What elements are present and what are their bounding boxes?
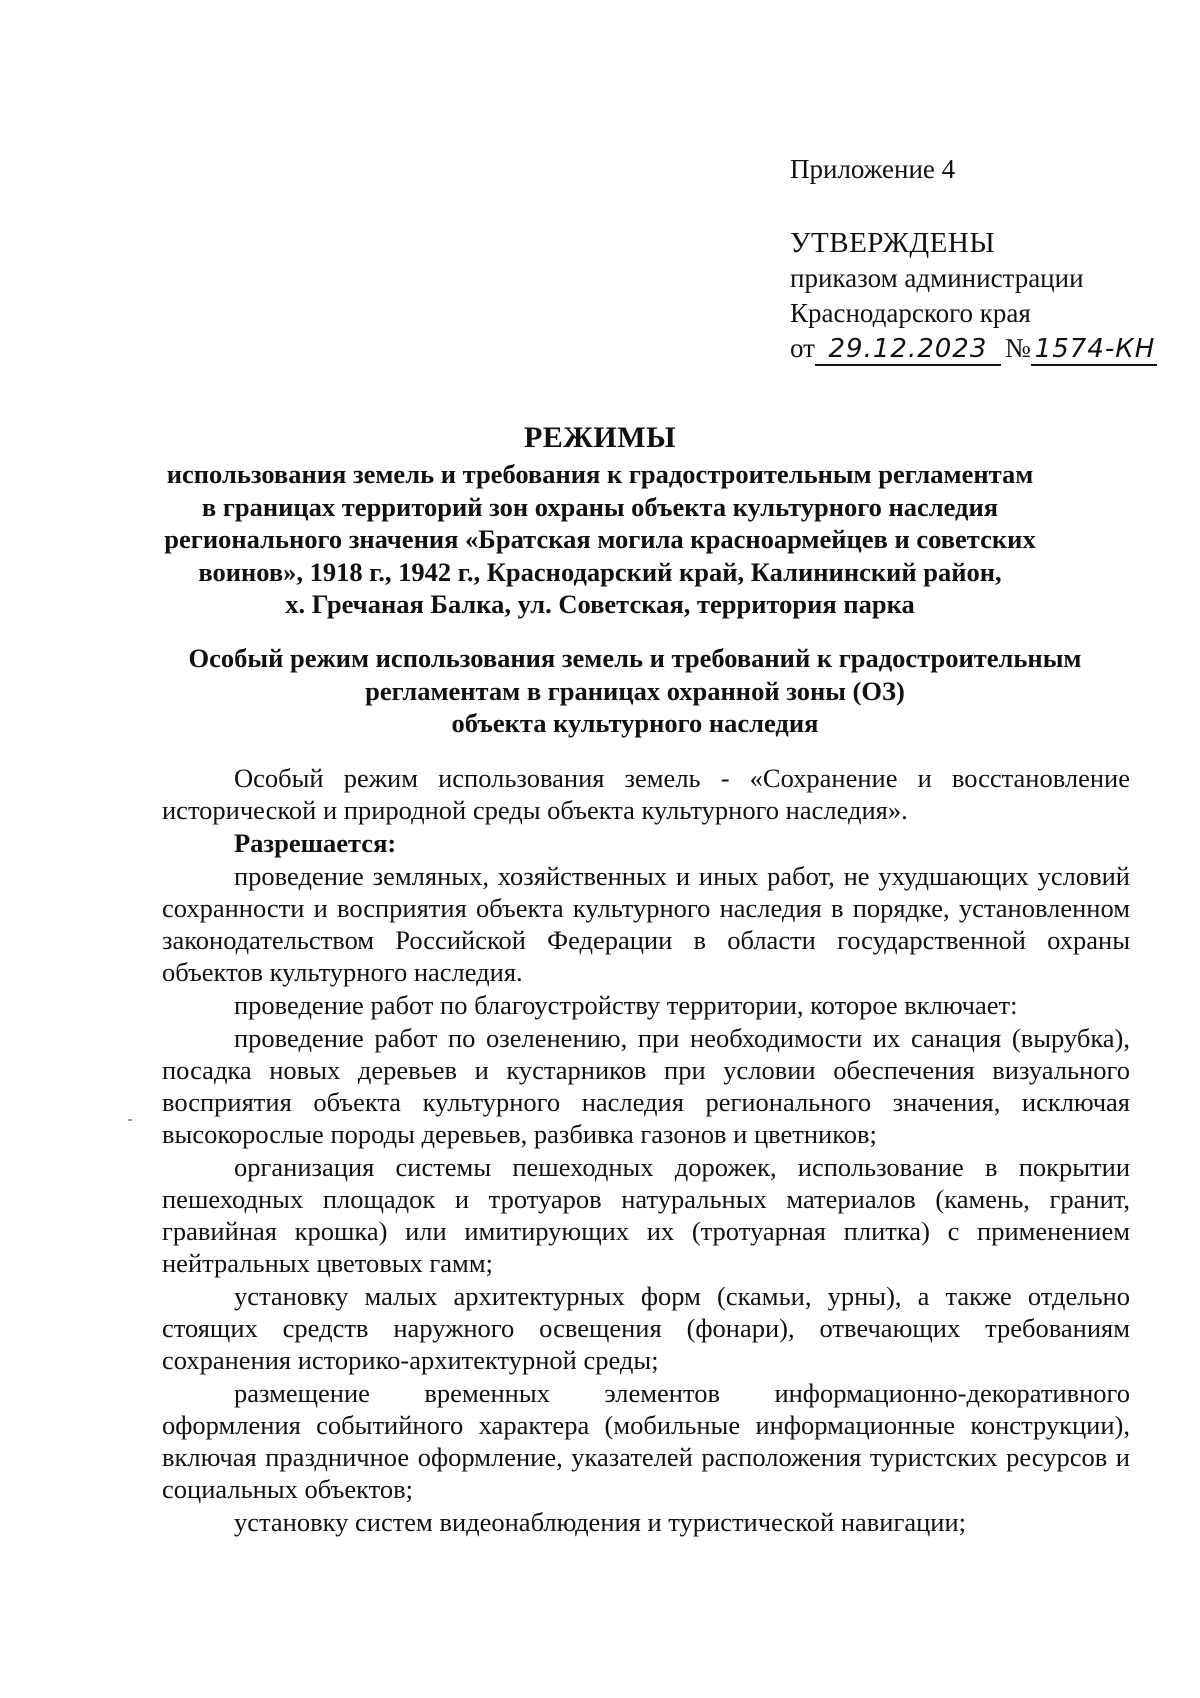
title-main: РЕЖИМЫ	[523, 421, 677, 454]
title-line: в границах территорий зон охраны объекта культурного наследия	[201, 491, 999, 522]
title-line: х. Гречаная Балка, ул. Советская, территория парка	[285, 589, 915, 619]
subtitle-line: объекта культурного наследия	[451, 708, 819, 738]
approved-label: УТВЕРЖДЕНЫ	[790, 227, 996, 259]
scan-artifact	[128, 1119, 132, 1121]
document-title	[150, 420, 1050, 621]
section-heading	[150, 642, 1120, 740]
body-paragraph: проведение земляных, хозяйственных и иных работ, не ухудшающих условий сохранности и восприятия объекта культурного наследия в порядке, установленном законодательством Российской Федерации в области государственной охраны объектов культурного наследия.	[162, 861, 1130, 987]
order-line-1: приказом администрации	[790, 263, 1084, 293]
intro-paragraph: Особый режим использования земель - «Сохранение и восстановление исторической и природной среды объекта культурного наследия».	[162, 763, 1130, 825]
handwritten-number: 1574-КН	[1031, 334, 1157, 366]
title-line: воинов», 1918 г., 1942 г., Краснодарский край, Калининский район,	[198, 556, 1002, 587]
appendix-label: Приложение 4	[790, 154, 956, 184]
title-line: использования земель и требования к градостроительным регламентам	[166, 459, 1034, 489]
number-sign: №	[1004, 333, 1031, 363]
body-paragraph: проведение работ по озеленению, при необходимости их санация (вырубка), посадка новых деревьев и кустарников при условии обеспечения визуального восприятия объекта культурного наследия регионального значения, исключая высокорослые породы деревьев, разбивка газонов и цветников;	[162, 1023, 1130, 1149]
approval-block	[790, 152, 1170, 366]
title-line: регионального значения «Братская могила красноармейцев и советских	[164, 524, 1036, 554]
body-paragraph: размещение временных элементов информационно-декоративного оформления событийного характера (мобильные информационные конструкции), включая праздничное оформление, указателей расположения туристских ресурсов и социальных объектов;	[162, 1378, 1130, 1504]
subtitle-line: регламентам в границах охранной зоны (ОЗ)	[365, 675, 905, 706]
from-prefix: от	[790, 333, 815, 363]
body-paragraph: установку малых архитектурных форм (скамьи, урны), а также отдельно стоящих средств наружного освещения (фонари), отвечающих требованиям сохранения историко-архитектурной среды;	[162, 1281, 1130, 1375]
body-paragraph: проведение работ по благоустройству территории, которое включает:	[234, 990, 1018, 1020]
body-paragraph: организация системы пешеходных дорожек, использование в покрытии пешеходных площадок и тротуаров натуральных материалов (камень, гранит, гравийная крошка) или имитирующих их (тротуарная плитка) с применением нейтральных цветовых гамм;	[162, 1152, 1130, 1278]
order-date-number-row	[790, 331, 1170, 366]
document-body	[162, 762, 1130, 1538]
allowed-heading: Разрешается:	[234, 828, 397, 858]
order-line-2: Краснодарского края	[790, 298, 1031, 328]
subtitle-line: Особый режим использования земель и требований к градостроительным	[188, 643, 1082, 673]
handwritten-date: 29.12.2023	[815, 334, 1001, 366]
body-paragraph: установку систем видеонаблюдения и туристической навигации;	[234, 1507, 967, 1537]
